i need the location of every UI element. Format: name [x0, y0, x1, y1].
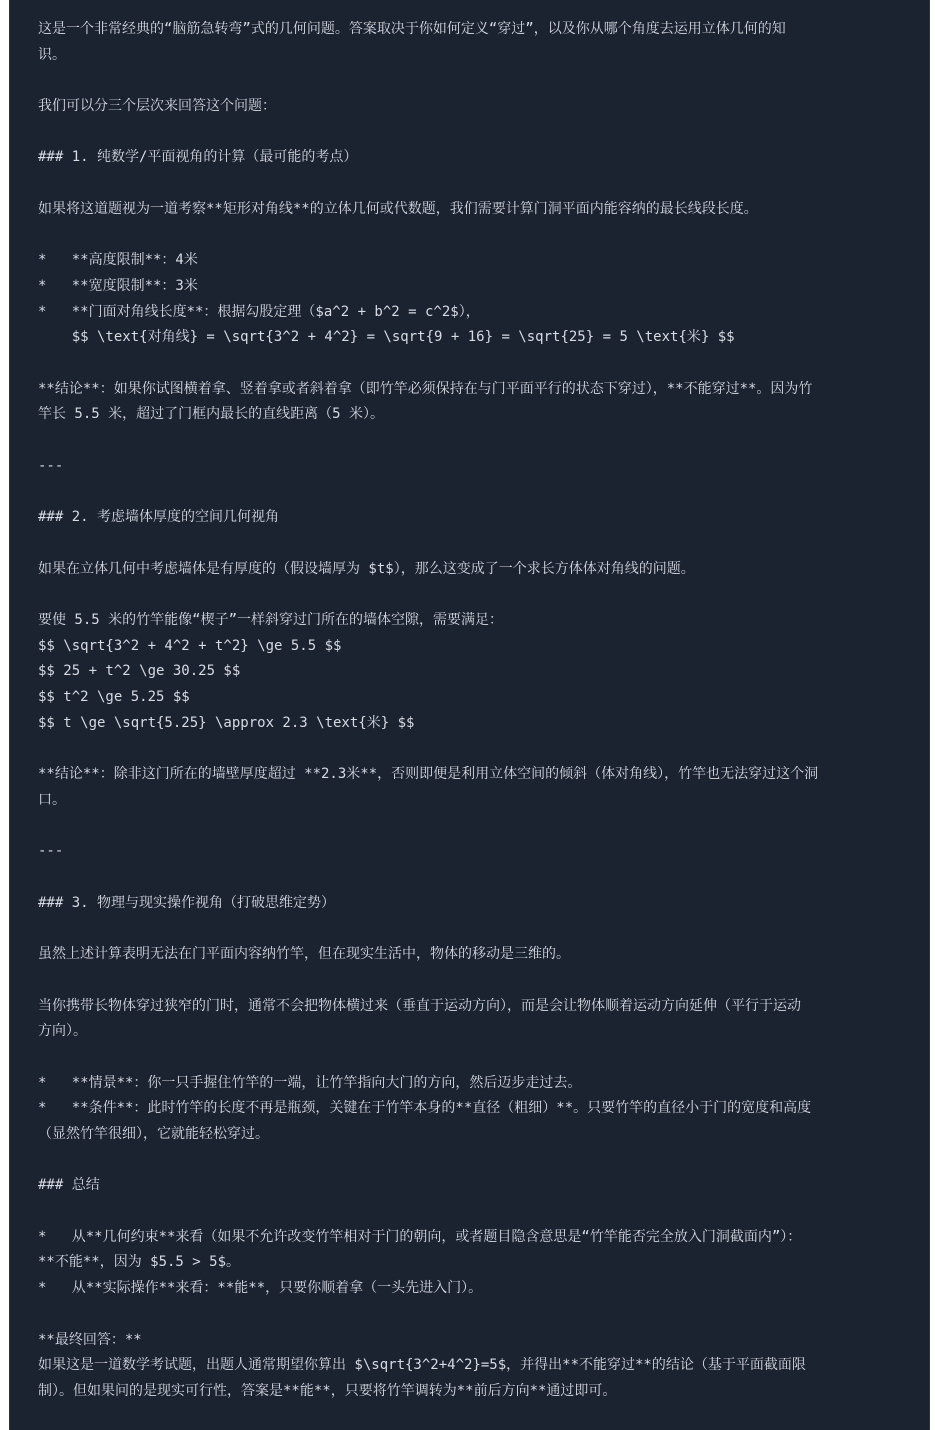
blank-line: [38, 1148, 923, 1174]
text-line: $$ t^2 \ge 5.25 $$: [38, 689, 190, 706]
blank-line: [38, 428, 923, 454]
blank-line: [38, 737, 923, 763]
text-line: 当你携带长物体穿过狭窄的门时，通常不会把物体横过来（垂直于运动方向），而是会让物体顺着运动方向延伸（平行于运动: [38, 997, 801, 1014]
blank-line: [38, 480, 923, 506]
blank-line: [38, 68, 923, 94]
text-line: 我们可以分三个层次来回答这个问题：: [38, 98, 276, 115]
blank-line: [38, 351, 923, 377]
text-line: * 从**几何约束**来看（如果不允许改变竹竿相对于门的朝向，或者题目隐含意思是“竹竿能否完全放入门洞截面内”）：: [38, 1228, 802, 1245]
message-text: [38, 17, 923, 1405]
blank-line: [38, 1199, 923, 1225]
text-line: ### 1. 纯数学/平面视角的计算（最可能的考点）: [38, 149, 358, 166]
blank-line: [38, 223, 923, 249]
text-line: $$ \text{对角线} = \sqrt{3^2 + 4^2} = \sqrt{9 + 16} = \sqrt{25} = 5 \text{米} $$: [38, 329, 735, 346]
blank-line: [38, 916, 923, 942]
blank-line: [38, 531, 923, 557]
text-line: **不能**，因为 $5.5 > 5$。: [38, 1254, 241, 1271]
text-line: 虽然上述计算表明无法在门平面内容纳竹竿，但在现实生活中，物体的移动是三维的。: [38, 946, 570, 963]
blank-line: [38, 120, 923, 146]
blank-line: [38, 968, 923, 994]
text-line: 竿长 5.5 米，超过了门框内最长的直线距离（5 米）。: [38, 406, 384, 423]
text-line: （显然竹竿很细），它就能轻松穿过。: [38, 1126, 269, 1142]
text-line: **最终回答：**: [38, 1331, 142, 1348]
text-line: * **高度限制**：4米: [38, 252, 198, 269]
text-line: **结论**：如果你试图横着拿、竖着拿或者斜着拿（即竹竿必须保持在与门平面平行的状态下穿过），**不能穿过**。因为竹: [38, 380, 813, 397]
text-line: 识。: [38, 46, 66, 63]
text-line: * **条件**：此时竹竿的长度不再是瓶颈，关键在于竹竿本身的**直径（粗细）**。只要竹竿的直径小于门的宽度和高度: [38, 1100, 812, 1117]
text-line: * **门面对角线长度**：根据勾股定理（$a^2 + b^2 = c^2$），: [38, 303, 480, 320]
blank-line: [38, 814, 923, 840]
text-line: $$ \sqrt{3^2 + 4^2 + t^2} \ge 5.5 $$: [38, 637, 342, 654]
blank-line: [38, 1045, 923, 1071]
blank-line: [38, 171, 923, 197]
text-line: ### 2. 考虑墙体厚度的空间几何视角: [38, 509, 280, 526]
blank-line: [38, 582, 923, 608]
text-line: ---: [38, 843, 64, 860]
message-panel: [9, 0, 930, 1430]
text-line: $$ 25 + t^2 \ge 30.25 $$: [38, 663, 241, 680]
text-line: 如果在立体几何中考虑墙体是有厚度的（假设墙厚为 $t$），那么这变成了一个求长方体体对角线的问题。: [38, 560, 695, 577]
text-line: $$ t \ge \sqrt{5.25} \approx 2.3 \text{米} $$: [38, 714, 415, 731]
text-line: 如果这是一道数学考试题，出题人通常期望你算出 $\sqrt{3^2+4^2}=5$，并得出**不能穿过**的结论（基于平面截面限: [38, 1357, 806, 1374]
text-line: 制）。但如果问的是现实可行性，答案是**能**，只要将竹竿调转为**前后方向**通过即可。: [38, 1382, 617, 1399]
text-line: 口。: [38, 791, 66, 808]
text-line: * 从**实际操作**来看：**能**，只要你顺着拿（一头先进入门）。: [38, 1280, 483, 1297]
text-line: 这是一个非常经典的“脑筋急转弯”式的几何问题。答案取决于你如何定义“穿过”，以及你从哪个角度去运用立体几何的知: [38, 21, 786, 37]
text-line: ### 3. 物理与现实操作视角（打破思维定势）: [38, 894, 335, 911]
text-line: 方向）。: [38, 1023, 87, 1040]
text-line: 如果将这道题视为一道考察**矩形对角线**的立体几何或代数题，我们需要计算门洞平面内能容纳的最长线段长度。: [38, 200, 758, 217]
blank-line: [38, 865, 923, 891]
text-line: * **情景**：你一只手握住竹竿的一端，让竹竿指向大门的方向，然后迈步走过去。: [38, 1074, 582, 1091]
text-line: 要使 5.5 米的竹竿能像“楔子”一样斜穿过门所在的墙体空隙，需要满足：: [38, 612, 503, 629]
text-line: * **宽度限制**：3米: [38, 277, 198, 294]
blank-line: [38, 1302, 923, 1328]
text-line: ---: [38, 457, 64, 474]
text-line: ### 总结: [38, 1177, 100, 1194]
text-line: **结论**：除非这门所在的墙壁厚度超过 **2.3米**，否则即便是利用立体空间的倾斜（体对角线），竹竿也无法穿过这个洞: [38, 766, 819, 783]
